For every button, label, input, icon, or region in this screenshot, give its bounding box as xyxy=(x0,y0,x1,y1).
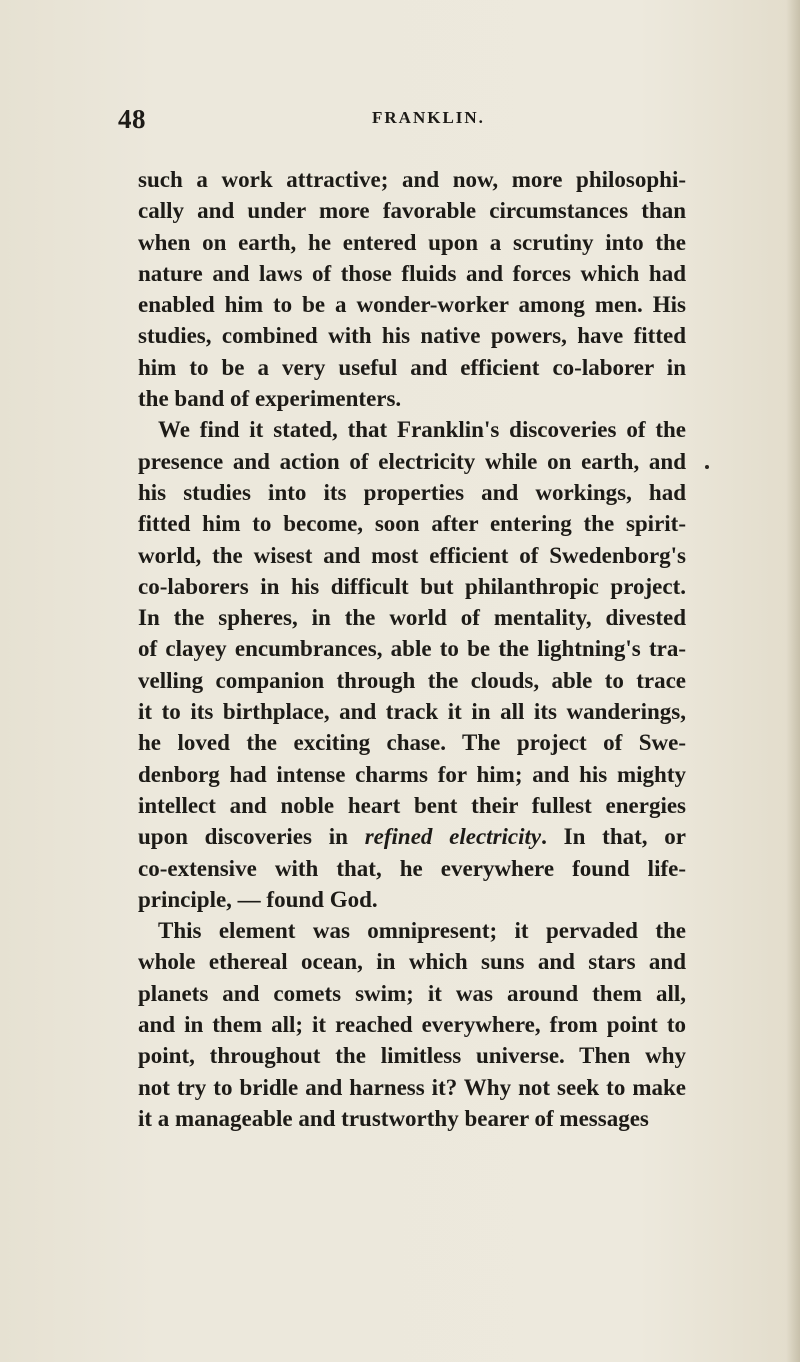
text-line: co-laborers in his difficult but philanthropic project. xyxy=(138,573,686,599)
text-line: enabled him to be a wonder-worker among men. His xyxy=(138,292,686,318)
text-line: not try to bridle and harness it? Why not seek to make xyxy=(138,1074,686,1100)
page-header xyxy=(118,104,682,144)
text-line: the band of experimenters. xyxy=(138,386,402,412)
page-number: 48 xyxy=(118,104,146,134)
text-line-with-italic xyxy=(138,821,686,852)
text-line: In the spheres, in the world of mentality, divested xyxy=(138,605,686,631)
text-line: his studies into its properties and workings, had xyxy=(138,479,686,505)
text-line: he loved the exciting chase. The project of Swe- xyxy=(138,730,686,756)
text-line: studies, combined with his native powers, have fitted xyxy=(138,323,686,349)
text-line: denborg had intense charms for him; and his mighty xyxy=(138,761,686,787)
text-line: presence and action of electricity while on earth, and xyxy=(138,448,686,474)
text-line: whole ethereal ocean, in which suns and stars and xyxy=(138,949,686,975)
text-segment: . In that, or xyxy=(541,824,687,850)
body-text xyxy=(138,164,686,1134)
page-edge-shadow xyxy=(786,0,800,1362)
text-line: and in them all; it reached everywhere, from point to xyxy=(138,1012,686,1038)
text-line: cally and under more favorable circumstances than xyxy=(138,198,686,224)
running-head: FRANKLIN. xyxy=(372,108,485,127)
text-line: fitted him to become, soon after entering the spirit- xyxy=(138,511,686,537)
text-line: planets and comets swim; it was around them all, xyxy=(138,980,686,1006)
text-line: it a manageable and trustworthy bearer of messages xyxy=(138,1105,649,1131)
italic-phrase: refined electricity xyxy=(364,824,542,850)
text-line: point, throughout the limitless universe. Then why xyxy=(138,1043,686,1069)
paragraph-start-line: This element was omnipresent; it pervaded the xyxy=(158,918,686,944)
text-line: velling companion through the clouds, able to trace xyxy=(138,667,686,693)
text-line: when on earth, he entered upon a scrutiny into the xyxy=(138,229,686,255)
text-line: of clayey encumbrances, able to be the lightning's tra- xyxy=(138,636,686,662)
text-line: principle, — found God. xyxy=(138,886,378,912)
text-line: intellect and noble heart bent their fullest energies xyxy=(138,792,686,818)
text-line: co-extensive with that, he everywhere found life- xyxy=(138,855,686,881)
text-line: such a work attractive; and now, more philosophi- xyxy=(138,167,686,192)
text-line: him to be a very useful and efficient co-laborer in xyxy=(138,354,686,380)
text-line: it to its birthplace, and track it in all its wanderings, xyxy=(138,699,686,725)
text-line: world, the wisest and most efficient of Swedenborg's xyxy=(138,542,686,568)
paragraph-start-line: We find it stated, that Franklin's discoveries of the xyxy=(158,417,686,443)
ink-speck xyxy=(705,465,709,469)
text-segment: upon discoveries in xyxy=(138,824,365,850)
text-line: nature and laws of those fluids and forces which had xyxy=(138,260,686,286)
